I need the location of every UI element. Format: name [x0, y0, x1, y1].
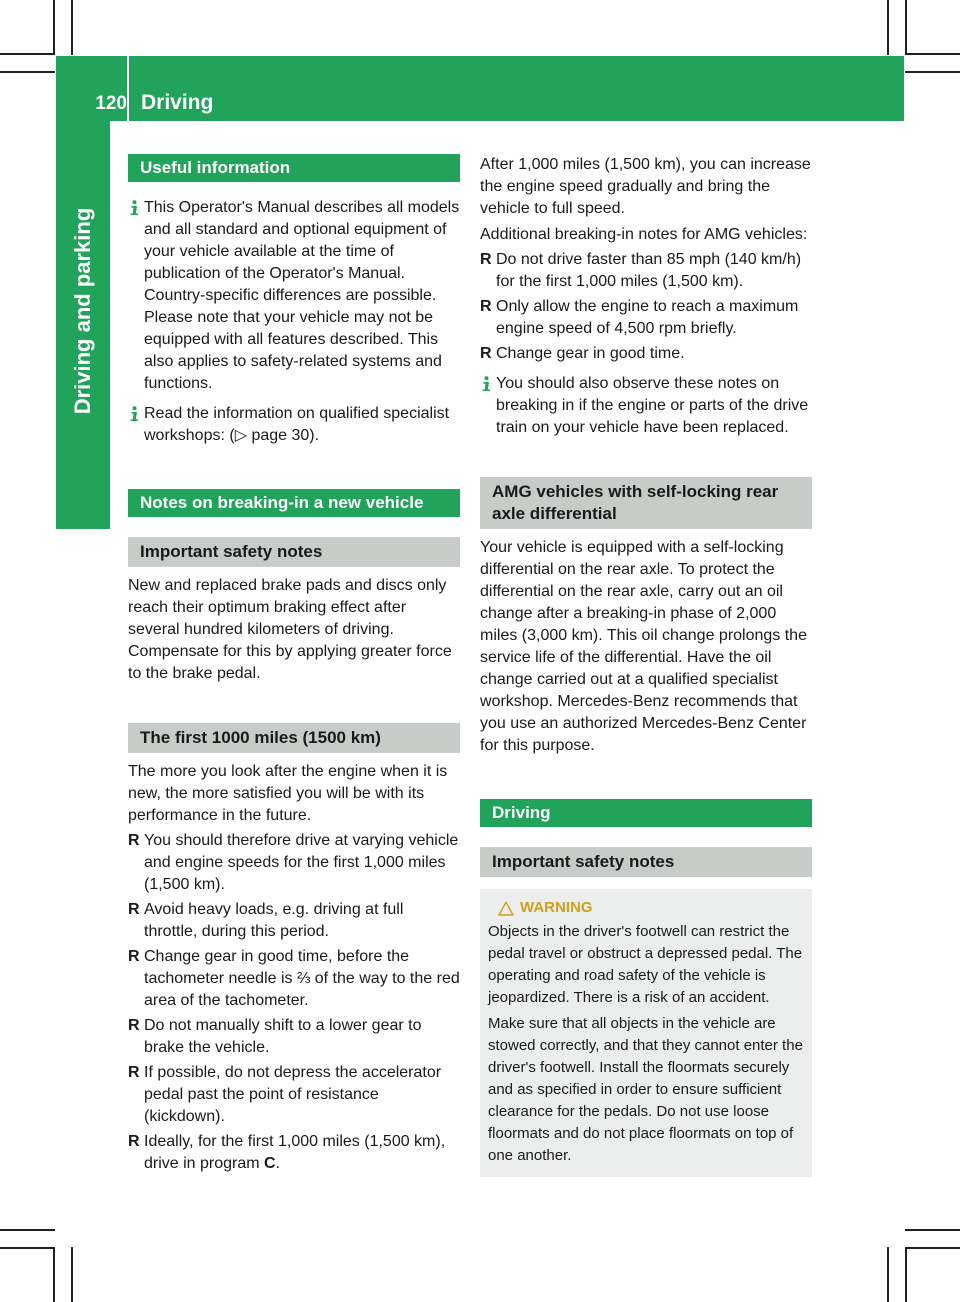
- safety-notes-heading: Important safety notes: [128, 537, 460, 567]
- list-item: [128, 1131, 460, 1175]
- page-number: 120: [95, 93, 127, 114]
- bullet-marker: R: [480, 298, 492, 315]
- crop-mark: [905, 1247, 960, 1249]
- list-item-text: Do not manually shift to a lower gear to brake the vehicle.: [144, 1017, 422, 1056]
- list-item-text: If possible, do not depress the accelerator pedal past the point of resistance (kickdown).: [144, 1064, 442, 1125]
- crop-mark: [0, 53, 55, 55]
- list-item-text-part: .: [275, 1155, 281, 1172]
- bullet-marker: R: [128, 1133, 140, 1150]
- crop-mark: [71, 0, 73, 55]
- crop-mark: [0, 71, 55, 73]
- info-icon: [128, 200, 140, 215]
- info-text: Read the information on qualified specialist workshops: (▷ page 30).: [144, 405, 450, 444]
- amg-heading: AMG vehicles with self-locking rear axle differential: [480, 477, 812, 529]
- crop-mark: [887, 1247, 889, 1302]
- first-miles-heading: The first 1000 miles (1500 km): [128, 723, 460, 753]
- crop-mark: [905, 71, 960, 73]
- crop-mark: [53, 0, 55, 55]
- list-item: [480, 343, 812, 365]
- crop-mark: [905, 1247, 907, 1302]
- list-item-text: Do not drive faster than 85 mph (140 km/h) for the first 1,000 miles (1,500 km).: [496, 251, 802, 290]
- list-item: [128, 830, 460, 896]
- list-item-text-part: Ideally, for the first 1,000 miles (1,500 km), drive in program: [144, 1133, 446, 1172]
- driving-heading: Driving: [480, 799, 812, 827]
- list-item-text: Avoid heavy loads, e.g. driving at full throttle, during this period.: [144, 901, 404, 940]
- crop-mark: [71, 1247, 73, 1302]
- bullet-marker: R: [128, 832, 140, 849]
- bullet-marker: R: [128, 948, 140, 965]
- warning-header: [488, 897, 804, 919]
- left-column: [128, 154, 460, 1175]
- warning-box: [480, 889, 812, 1177]
- info-note: [128, 403, 460, 447]
- driving-safety-heading: Important safety notes: [480, 847, 812, 877]
- info-note: [480, 373, 812, 439]
- list-item: [128, 1015, 460, 1059]
- amg-text: Your vehicle is equipped with a self-locking differential on the rear axle. To protect the differential on the rear axle, carry out an oil change after a breaking-in phase of 2,000 miles (3,000 km). This oil change prolongs the service life of the differential. Have the oil change carried out at a qualified specialist workshop. Mercedes-Benz recommends that you use an authorized Mercedes-Benz Center for this purpose.: [480, 539, 807, 754]
- bullet-marker: R: [128, 1017, 140, 1034]
- right-column: [480, 154, 812, 1177]
- crop-mark: [887, 0, 889, 55]
- info-text: You should also observe these notes on breaking in if the engine or parts of the drive train on your vehicle have been replaced.: [496, 375, 809, 436]
- bullet-marker: R: [480, 345, 492, 362]
- bullet-marker: R: [128, 901, 140, 918]
- crop-mark: [0, 1247, 55, 1249]
- warning-triangle-icon: [498, 901, 514, 916]
- bullet-marker: R: [480, 251, 492, 268]
- warning-text: Make sure that all objects in the vehicle are stowed correctly, and that they cannot enter the driver's footwell. Install the floormats securely and as specified in order to ensure sufficient clearance for the pedals. Do not use loose floormats and do not place floormats on top of one another.: [488, 1015, 803, 1164]
- info-icon: [480, 376, 492, 391]
- info-icon: [128, 406, 140, 421]
- list-item: [480, 249, 812, 293]
- useful-information-heading: Useful information: [128, 154, 460, 182]
- list-item-text: Change gear in good time, before the tachometer needle is ⅔ of the way to the red area of the tachometer.: [144, 948, 460, 1009]
- crop-mark: [53, 1247, 55, 1302]
- intro-text: After 1,000 miles (1,500 km), you can increase the engine speed gradually and bring the vehicle to full speed.: [480, 156, 811, 217]
- first-miles-text: The more you look after the engine when it is new, the more satisfied you will be with its performance in the future.: [128, 763, 448, 824]
- list-item: [128, 946, 460, 1012]
- warning-text: Objects in the driver's footwell can restrict the pedal travel or obstruct a depressed pedal. The operating and road safety of the vehicle is jeopardized. There is a risk of an accident.: [488, 923, 803, 1006]
- list-item-text: Change gear in good time.: [496, 345, 685, 362]
- crop-mark: [905, 1229, 960, 1231]
- list-item-text: [144, 1131, 460, 1175]
- crop-mark: [905, 53, 960, 55]
- list-item: [128, 899, 460, 943]
- program-letter: C: [264, 1155, 276, 1172]
- list-item-text: Only allow the engine to reach a maximum engine speed of 4,500 rpm briefly.: [496, 298, 799, 337]
- crop-mark: [905, 0, 907, 55]
- info-text: This Operator's Manual describes all models and all standard and optional equipment of your vehicle available at the time of publication of the Operator's Manual. Country-specific differences are possible. Please note that your vehicle may not be equipped with all features described. This also applies to safety-related systems and functions.: [144, 199, 460, 392]
- page-title: Driving: [141, 91, 214, 114]
- chapter-side-tab: [56, 121, 110, 529]
- list-item: [480, 296, 812, 340]
- chapter-label: Driving and parking: [70, 207, 95, 415]
- header-divider: [127, 56, 129, 121]
- crop-mark: [0, 1229, 55, 1231]
- safety-notes-text: New and replaced brake pads and discs only reach their optimum braking effect after several hundred kilometers of driving. Compensate for this by applying greater force to the brake pedal.: [128, 577, 452, 682]
- breaking-in-heading: Notes on breaking-in a new vehicle: [128, 489, 460, 517]
- warning-label: WARNING: [520, 899, 593, 916]
- list-item-text: You should therefore drive at varying vehicle and engine speeds for the first 1,000 miles (1,500 km).: [144, 832, 459, 893]
- intro-text: Additional breaking-in notes for AMG vehicles:: [480, 226, 808, 243]
- bullet-marker: R: [128, 1064, 140, 1081]
- list-item: [128, 1062, 460, 1128]
- info-note: [128, 197, 460, 395]
